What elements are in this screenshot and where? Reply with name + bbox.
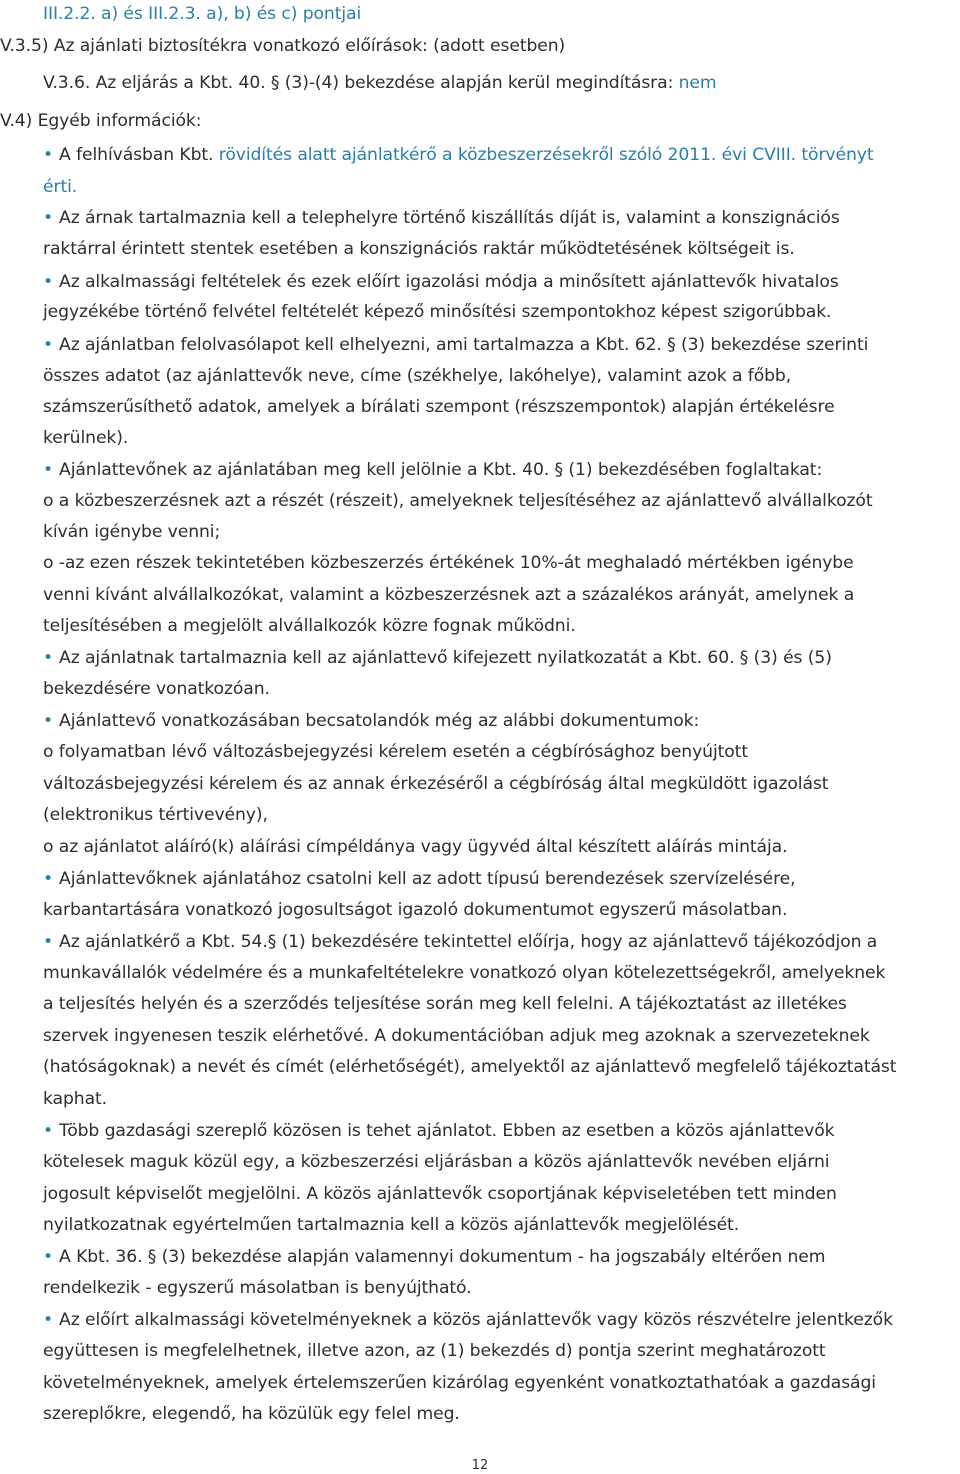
text-line: szervek ingyenesen teszik elérhetővé. A dokumentációban adjuk meg azoknak a szervezeteknek (43, 1026, 870, 1046)
bullet-icon: • (43, 208, 54, 228)
text-line: összes adatot (az ajánlattevők neve, címe (székhelye, lakóhelye), valamint azok a főbb, (43, 366, 792, 386)
text-line: kerülnek). (43, 428, 129, 448)
list-item: • Ajánlattevőnek az ajánlatában meg kell jelölnie a Kbt. 40. § (1) bekezdésében foglaltakat: (43, 460, 823, 480)
bullet-icon: • (43, 869, 54, 889)
bullet-icon: • (43, 1310, 54, 1330)
section-heading: V.3.5) Az ajánlati biztosítékra vonatkozó előírások: (adott esetben) (0, 36, 566, 56)
text-line: karbantartására vonatkozó jogosultságot igazoló dokumentumot egyszerű másolatban. (43, 900, 788, 920)
text-line: változásbejegyzési kérelem és az annak érkezéséről a cégbíróság által megküldött igazolást (43, 774, 829, 794)
list-item: • Az ajánlatban felolvasólapot kell elhelyezni, ami tartalmazza a Kbt. 62. § (3) bekezdése szerinti (43, 335, 869, 355)
text-line: érti. (43, 177, 78, 197)
text-line: szereplőkre, elegendő, ha közülük egy felel meg. (43, 1404, 460, 1424)
text-line: kíván igénybe venni; (43, 522, 221, 542)
bullet-icon: • (43, 1247, 54, 1267)
text-line: (elektronikus tértivevény), (43, 805, 268, 825)
text-line: követelményeknek, amelyek értelemszerűen kizárólag egyenként vonatkoztathatóak a gazdasági (43, 1373, 876, 1393)
list-item: • Ajánlattevőknek ajánlatához csatolni kell az adott típusú berendezések szervízelésére, (43, 869, 796, 889)
answer-value: nem (678, 73, 717, 93)
list-item: • A Kbt. 36. § (3) bekezdése alapján valamennyi dokumentum - ha jogszabály eltérően nem (43, 1247, 826, 1267)
bullet-icon: • (43, 272, 54, 292)
list-item: • Az ajánlatkérő a Kbt. 54.§ (1) bekezdésére tekintettel előírja, hogy az ajánlattevő tájékozódjon a (43, 932, 878, 952)
text-line: V.3.6. Az eljárás a Kbt. 40. § (3)-(4) bekezdése alapján kerül megindításra: nem (43, 73, 717, 93)
text-line: o -az ezen részek tekintetében közbeszerzés értékének 10%-át meghaladó mértékben igénybe (43, 553, 854, 573)
text-line: (hatóságoknak) a nevét és címét (elérhetőségét), amelyektől az ajánlattevő megfelelő tájékoztatást (43, 1057, 897, 1077)
text-line: munkavállalók védelmére és a munkafeltételekre vonatkozó olyan kötelezettségekről, amelyeknek (43, 963, 886, 983)
list-item: • Több gazdasági szereplő közösen is tehet ajánlatot. Ebben az esetben a közös ajánlattevők (43, 1121, 835, 1141)
section-heading: V.4) Egyéb információk: (0, 111, 202, 131)
text-line: o folyamatban lévő változásbejegyzési kérelem esetén a cégbírósághoz benyújtott (43, 742, 748, 762)
list-item: • Az árnak tartalmaznia kell a telephelyre történő kiszállítás díját is, valamint a konszignációs (43, 208, 840, 228)
text-line: o az ajánlatot aláíró(k) aláírási címpéldánya vagy ügyvéd által készített aláírás mintája. (43, 837, 788, 857)
bullet-icon: • (43, 460, 54, 480)
text-line: o a közbeszerzésnek azt a részét (részeit), amelyeknek teljesítéséhez az ajánlattevő alvállalkozót (43, 491, 873, 511)
text-line: együttesen is megfelelhetnek, illetve azon, az (1) bekezdés d) pontja szerint meghatározott (43, 1341, 826, 1361)
list-item: • A felhívásban Kbt. rövidítés alatt ajánlatkérő a közbeszerzésekről szóló 2011. évi CVIII. törvényt (43, 145, 874, 165)
text-line: jogosult képviselőt megjelölni. A közös ajánlattevők csoportjának képviseletében tett minden (43, 1184, 837, 1204)
text-line: számszerűsíthető adatok, amelyek a bírálati szempont (részszempontok) alapján értékelésre (43, 397, 835, 417)
text-line: jegyzékébe történő felvétel feltételét képező minősítési szempontokhoz képest szigorúbbak. (43, 302, 832, 322)
text-line: raktárral érintett stentek esetében a konszignációs raktár működtetésének költségeit is. (43, 239, 795, 259)
page-number: 12 (471, 1458, 489, 1473)
text-line: rendelkezik - egyszerű másolatban is benyújtható. (43, 1278, 472, 1298)
bullet-icon: • (43, 648, 54, 668)
list-item: • Az alkalmassági feltételek és ezek előírt igazolási módja a minősített ajánlattevők hivatalos (43, 272, 839, 292)
text-line: bekezdésére vonatkozóan. (43, 679, 270, 699)
list-item: • Az előírt alkalmassági követelményeknek a közös ajánlattevők vagy közös részvételre jelentkezők (43, 1310, 893, 1330)
text-line: III.2.2. a) és III.2.3. a), b) és c) pontjai (43, 4, 362, 24)
bullet-icon: • (43, 145, 54, 165)
text-line: a teljesítés helyén és a szerződés teljesítése során meg kell felelni. A tájékoztatást az illetékes (43, 994, 847, 1014)
bullet-icon: • (43, 711, 54, 731)
bullet-icon: • (43, 335, 54, 355)
bullet-icon: • (43, 932, 54, 952)
list-item: • Ajánlattevő vonatkozásában becsatolandók még az alábbi dokumentumok: (43, 711, 700, 731)
text-line: venni kívánt alvállalkozókat, valamint a közbeszerzésnek azt a százalékos arányát, amelynek a (43, 585, 855, 605)
text-line: nyilatkozatnak egyértelműen tartalmaznia kell a közös ajánlattevők megjelölését. (43, 1215, 740, 1235)
text-line: teljesítésében a megjelölt alvállalkozók közre fognak működni. (43, 616, 576, 636)
bullet-icon: • (43, 1121, 54, 1141)
text-line: kaphat. (43, 1089, 108, 1109)
text-line: kötelesek maguk közül egy, a közbeszerzési eljárásban a közös ajánlattevők nevében eljárni (43, 1152, 830, 1172)
list-item: • Az ajánlatnak tartalmaznia kell az ajánlattevő kifejezett nyilatkozatát a Kbt. 60. § (3) és (5) (43, 648, 832, 668)
